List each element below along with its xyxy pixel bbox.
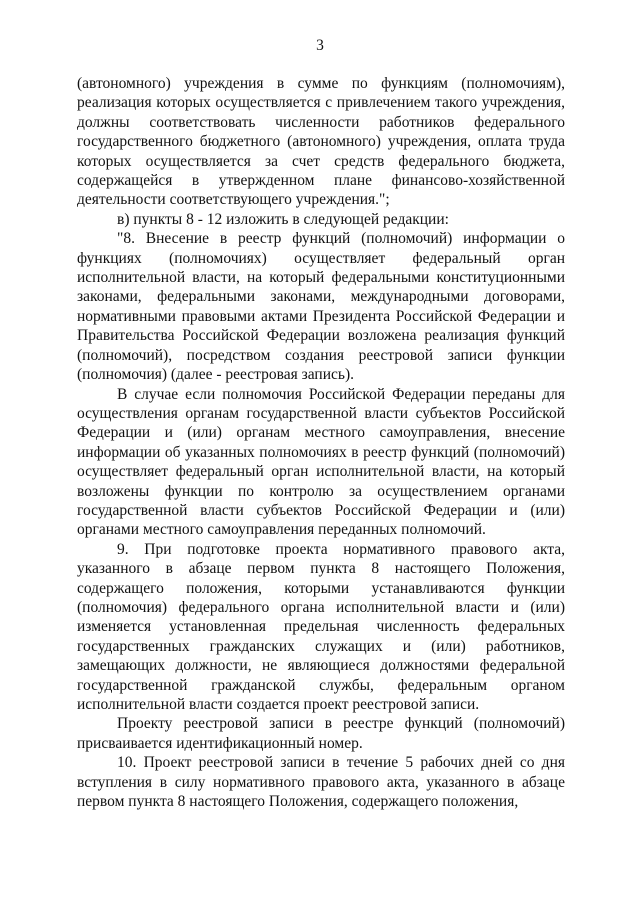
paragraph-clause-8-transferred-powers: В случае если полномочия Российской Федерации переданы для осуществления органам государственной власти субъектов Российской Федерации и (или) органам местного самоуправления, внесение информации об указанных полномочиях в реестр функций (полномочий) осуществляет федеральный орган исполнительной власти, на который возложены функции по контролю за осуществлением органами государственной власти субъектов Российской Федерации и (или) органами местного самоуправления переданных полномочий.: [77, 385, 565, 539]
document-body: [77, 74, 565, 811]
paragraph-continuation: (автономного) учреждения в сумме по функциям (полномочиям), реализация которых осуществляется с привлечением такого учреждения, должны соответствовать численности работников федерального государственного бюджетного (автономного) учреждения, оплата труда которых осуществляется за счет средств федерального бюджета, содержащейся в утвержденном плане финансово-хозяйственной деятельности соответствующего учреждения.";: [77, 75, 565, 209]
paragraph-clause-8: "8. Внесение в реестр функций (полномочий) информации о функциях (полномочиях) осуществляет федеральный орган исполнительной власти, на который федеральными конституционными законами, федеральными законами, международными договорами, нормативными правовыми актами Президента Российской Федерации и Правительства Российской Федерации возложена реализация функций (полномочий), посредством создания реестровой записи функции (полномочия) (далее - реестровая запись).: [77, 230, 565, 384]
page-number: 3: [316, 37, 324, 54]
paragraph-clause-9: 9. При подготовке проекта нормативного правового акта, указанного в абзаце первом пункта 8 настоящего Положения, содержащего положения, которыми устанавливаются функции (полномочия) федерального органа исполнительной власти и (или) изменяется установленная предельная численность федеральных государственных гражданских служащих и (или) работников, замещающих должности, не являющиеся должностями федеральной государственной гражданской службы, федеральным органом исполнительной власти создается проект реестровой записи.: [77, 540, 565, 713]
paragraph-clause-9-identifier: Проекту реестровой записи в реестре функций (полномочий) присваивается идентификационный номер.: [77, 715, 565, 752]
paragraph-clause-10: 10. Проект реестровой записи в течение 5 рабочих дней со дня вступления в силу нормативного правового акта, указанного в абзаце первом пункта 8 настоящего Положения, содержащего положения,: [77, 754, 565, 811]
paragraph-amendment-intro: в) пункты 8 - 12 изложить в следующей редакции:: [117, 210, 449, 228]
